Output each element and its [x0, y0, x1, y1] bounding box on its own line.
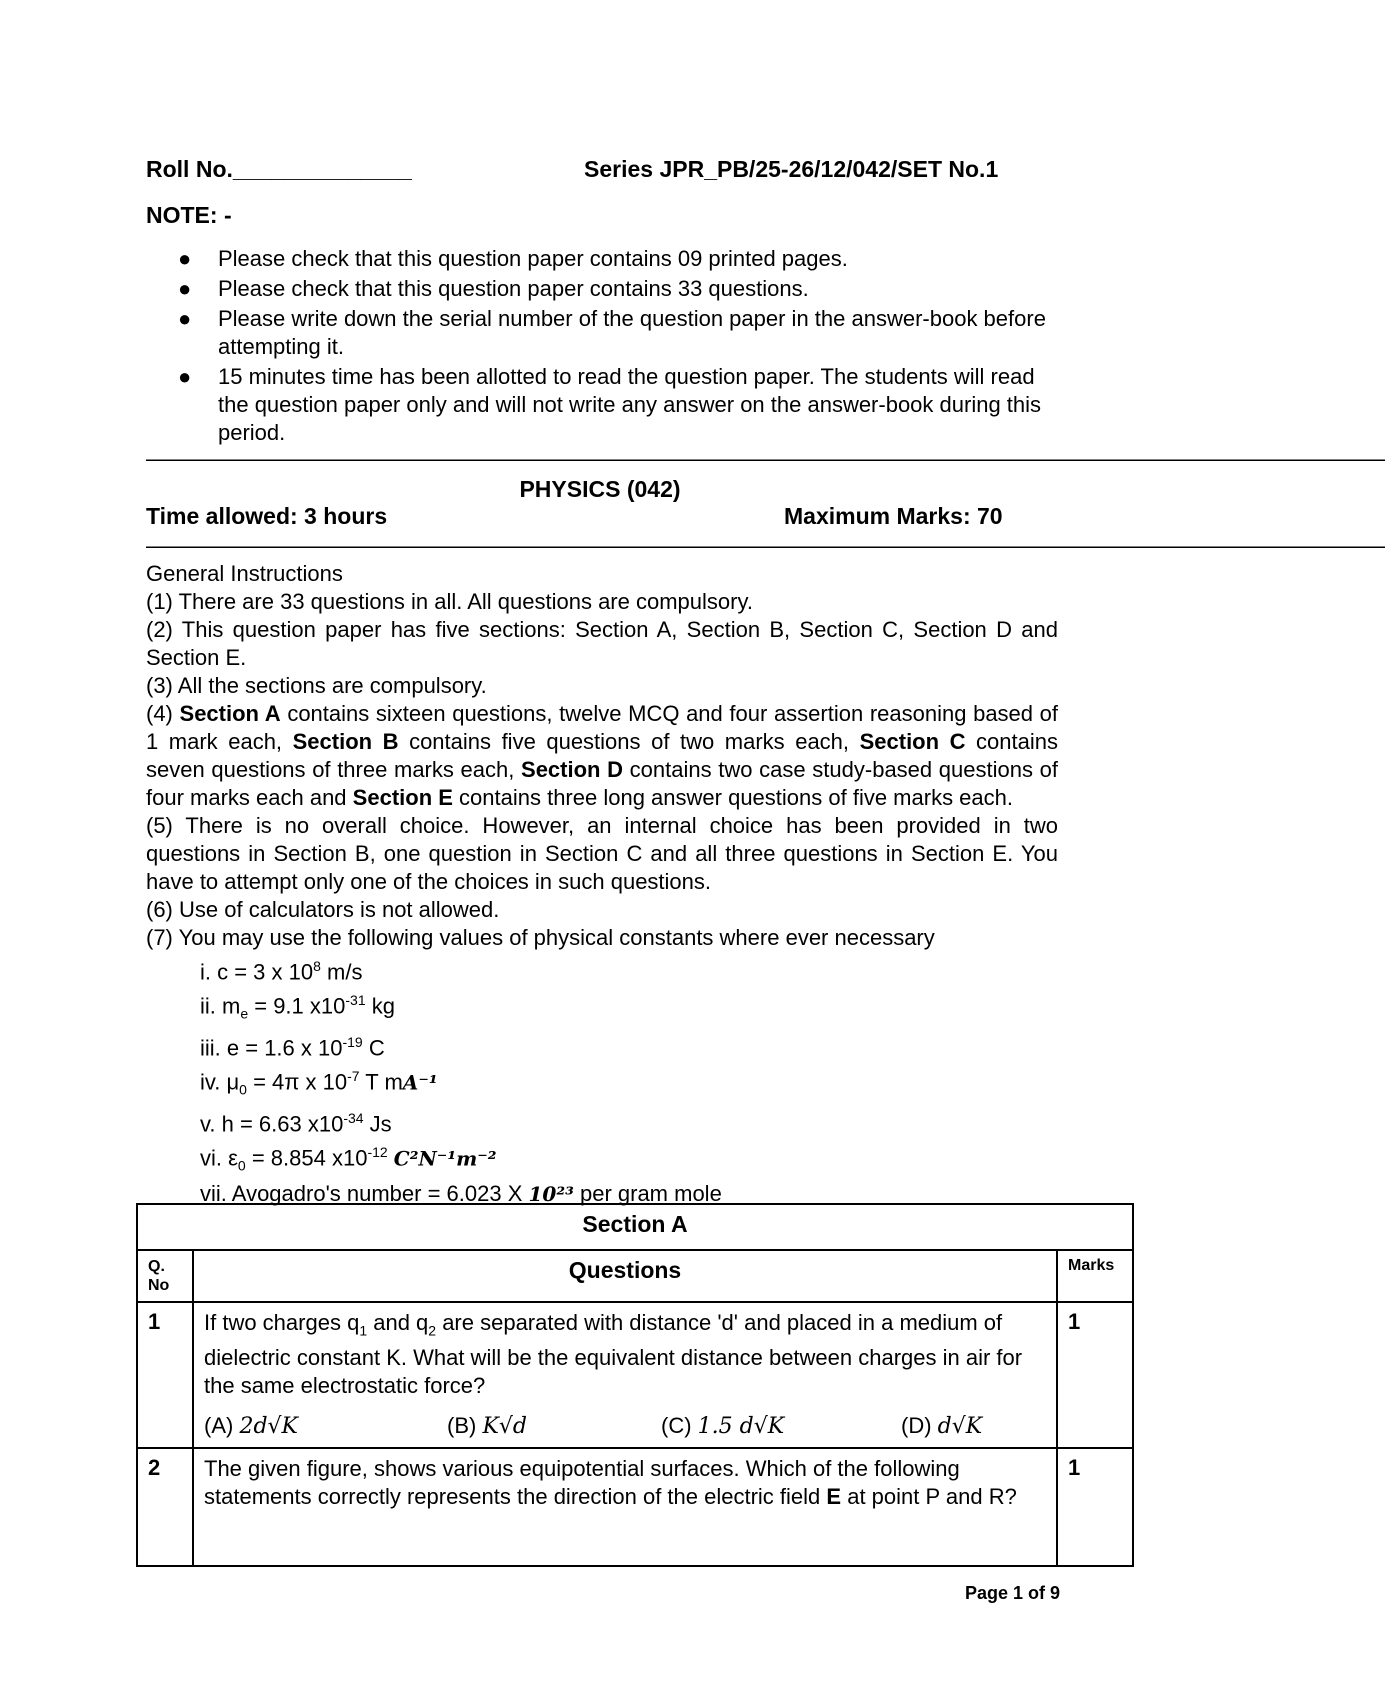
option-c: (C) 1.5 d√K [661, 1413, 785, 1440]
instruction-6: (6) Use of calculators is not allowed. [146, 897, 500, 922]
bullet-icon: ● [178, 246, 192, 271]
constant-mu0: iv. $\mu_0 = 4\pi$ x $10^{-7}$ T mA⁻¹ [200, 1068, 438, 1099]
divider-rule: ——————————————————————————————————————————————————————————— [146, 446, 1385, 471]
instruction-3: (3) All the sections are compulsory. [146, 673, 487, 698]
constant-eps0: vi. $\varepsilon_0 = 8.854$ $x10^{-12}$ C²N⁻¹m⁻² [200, 1144, 497, 1175]
instruction-2: (2) This question paper has five sections: Section A, Section B, Section C, Section D and Section E. [146, 617, 1058, 670]
answer-options [204, 1412, 1046, 1441]
note-item: ● Please check that this question paper contains 09 printed pages. [178, 246, 848, 271]
question-row [137, 1448, 1133, 1566]
question-row [137, 1302, 1133, 1448]
instruction-1: (1) There are 33 questions in all. All questions are compulsory. [146, 589, 753, 614]
instruction-7: (7) You may use the following values of physical constants where ever necessary [146, 925, 935, 950]
instructions-heading: General Instructions [146, 561, 343, 586]
instruction-4: (4) Section A contains sixteen questions, twelve MCQ and four assertion reasoning based of 1 mark each, Section B contains five questions of two marks each, Section C contains seven questions of three marks each, Section D contains two case study-based questions of four marks each and Section E contains three long answer questions of five marks each. [146, 701, 1059, 810]
option-a: (A) 2d√K [204, 1413, 298, 1440]
question-number: 1 [137, 1302, 193, 1448]
note-item: ● Please check that this question paper contains 33 questions. [178, 276, 809, 301]
bullet-icon: ● [178, 306, 192, 331]
constant-h: v. h = 6.63 $x10^{-34}$ Js [200, 1110, 392, 1137]
constant-e: iii. e = 1.6 x $10^{-19}$ C [200, 1034, 385, 1061]
bullet-icon: ● [178, 276, 192, 301]
time-marks-line [146, 503, 1026, 530]
series-code: Series JPR_PB/25-26/12/042/SET No.1 [584, 156, 999, 182]
constants-list [146, 952, 1058, 1208]
note-item: ● 15 minutes time has been allotted to read the question paper. The students will read the question paper only and will not write any answer on the answer-book during this period. [178, 364, 1042, 445]
note-item: ● Please write down the serial number of the question paper in the answer-book before attempting it. [178, 306, 1046, 359]
instruction-5: (5) There is no overall choice. However, an internal choice has been provided in two questions in Section B, one question in Section C and all three questions in Section E. You have to attempt only one of the choices in such questions. [146, 813, 1058, 894]
question-marks: 1 [1057, 1302, 1133, 1448]
roll-no: Roll No.______________ [146, 156, 412, 182]
maximum-marks: Maximum Marks: 70 [784, 503, 1003, 529]
column-header-marks: Marks [1057, 1250, 1133, 1302]
divider-rule: ——————————————————————————————————————————————————————————— [146, 533, 1385, 558]
subject-title: PHYSICS (042) [519, 476, 681, 502]
column-header-questions: Questions [193, 1250, 1057, 1302]
constant-me: ii. $m_e = 9.1$ $x10^{-31}$ kg [200, 992, 395, 1023]
notes-list [146, 245, 1066, 449]
question-text: The given figure, shows various equipotential surfaces. Which of the following statements correctly represents the direction of the electric field E at point P and R? [193, 1448, 1057, 1566]
question-text: If two charges $q_1$ and $q_2$ are separated with distance 'd' and placed in a medium of dielectric constant K. What will be the equivalent distance between charges in air for the same electrostatic force? (A) 2d√K (B) K√d (C) 1.5 d√K (D) d√K [193, 1302, 1057, 1448]
column-header-qno: Q. No [137, 1250, 193, 1302]
page-footer: Page 1 of 9 [965, 1583, 1061, 1603]
constant-avogadro: vii. Avogadro's number = 6.023 X 10²³ per gram mole [200, 1181, 722, 1207]
section-title: Section A [137, 1204, 1133, 1250]
time-allowed: Time allowed: 3 hours [146, 503, 388, 529]
header-line [146, 156, 1026, 183]
question-number: 2 [137, 1448, 193, 1566]
bullet-icon: ● [178, 364, 192, 389]
constant-c: i. c = 3 x $10^8$ m/s [200, 958, 363, 985]
section-a-table [136, 1203, 1134, 1567]
option-d: (D) d√K [901, 1413, 983, 1440]
general-instructions [146, 560, 1058, 1208]
note-label: NOTE: - [146, 202, 232, 228]
option-b: (B) K√d [447, 1413, 527, 1440]
question-marks: 1 [1057, 1448, 1133, 1566]
